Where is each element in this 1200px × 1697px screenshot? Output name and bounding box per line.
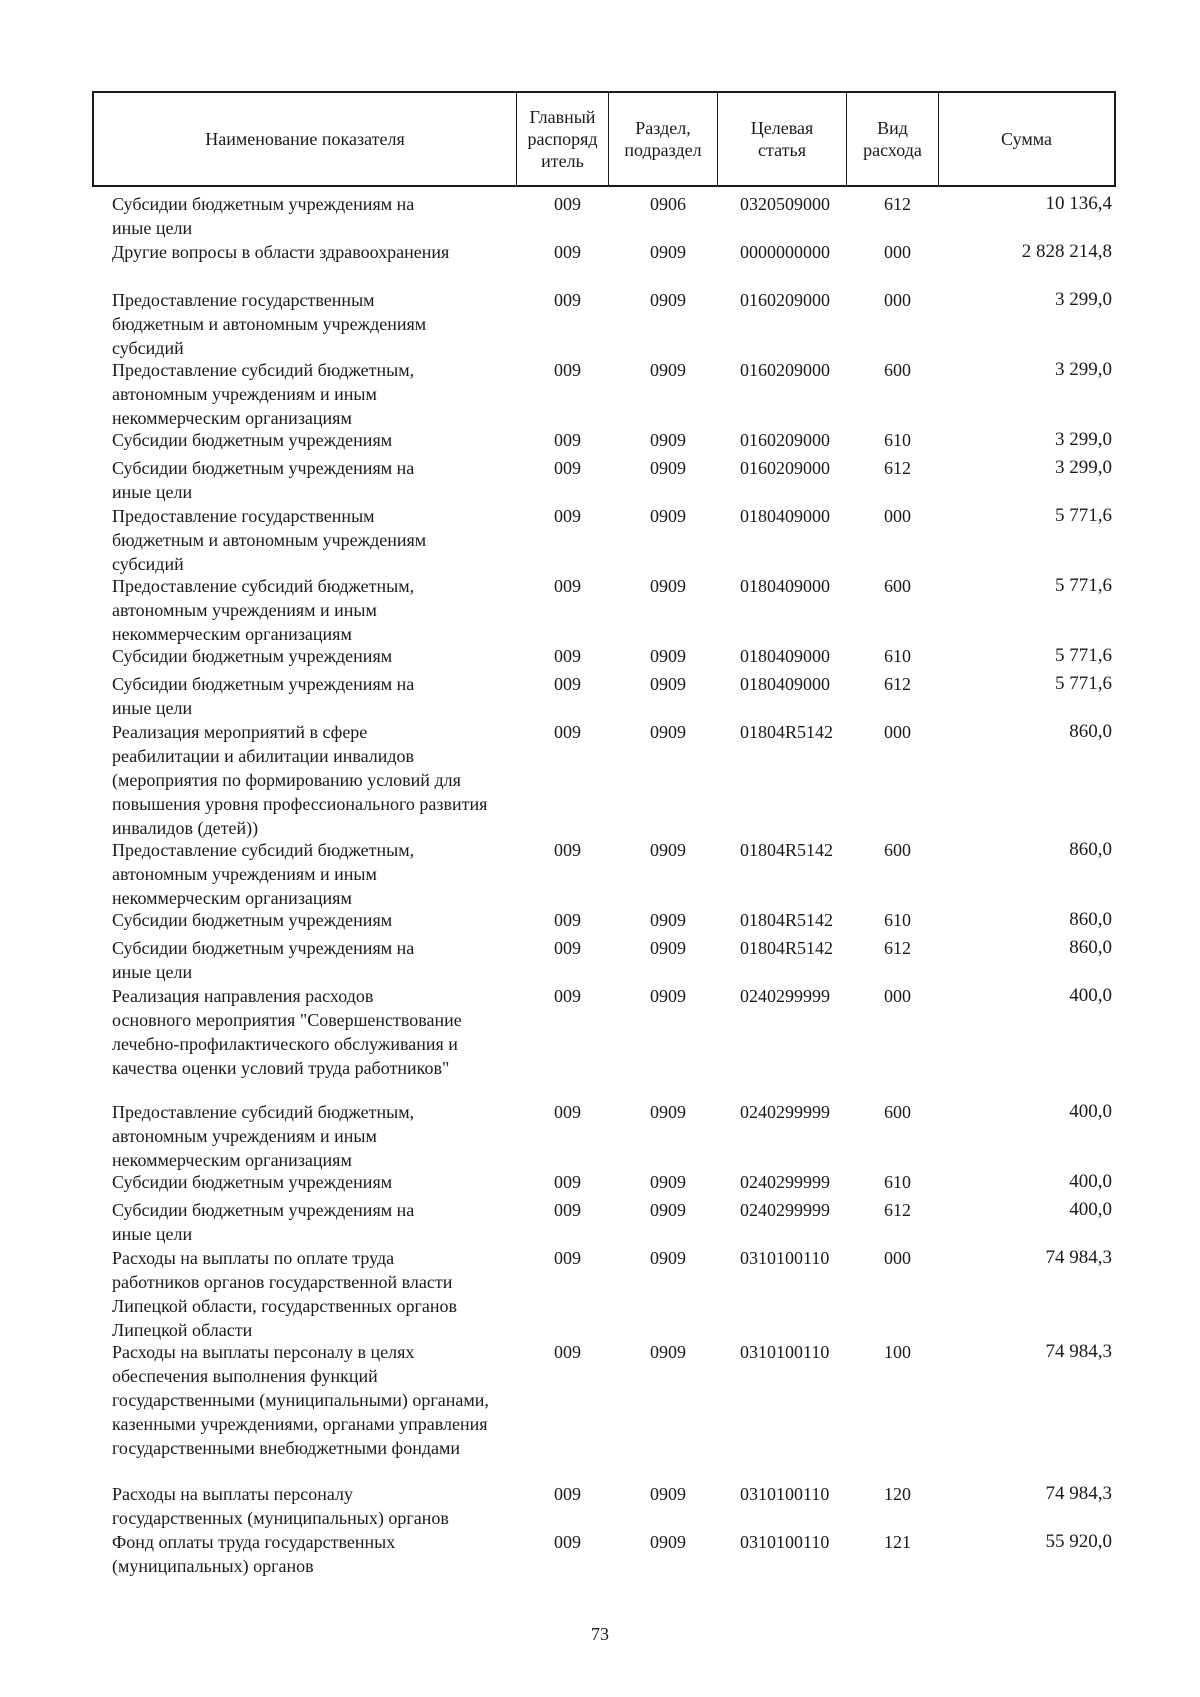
row-razdel: 0909 bbox=[650, 242, 686, 262]
row-glavny-rasporyaditel: 009 bbox=[554, 194, 581, 214]
row-summa: 74 984,3 bbox=[1045, 1247, 1112, 1268]
row-summa: 2 828 214,8 bbox=[1021, 241, 1112, 262]
row-name: Расходы на выплаты по оплате труда работников органов государственной власти Липецкой области, государственных органов Липецкой области bbox=[112, 1248, 457, 1340]
row-vid-rashoda: 600 bbox=[884, 1102, 911, 1122]
row-glavny-rasporyaditel: 009 bbox=[554, 1200, 581, 1220]
row-name: Предоставление субсидий бюджетным, автономным учреждениям и иным некоммерческим организациям bbox=[112, 840, 415, 908]
row-summa: 74 984,3 bbox=[1045, 1341, 1112, 1362]
row-celevaya-statya: 0000000000 bbox=[740, 242, 830, 262]
row-name: Субсидии бюджетным учреждениям bbox=[112, 910, 393, 930]
header-name: Наименование показателя bbox=[205, 129, 405, 149]
header-summa: Сумма bbox=[938, 93, 1114, 185]
row-summa: 5 771,6 bbox=[1055, 575, 1112, 596]
row-razdel: 0909 bbox=[650, 1532, 686, 1552]
row-vid-rashoda: 610 bbox=[884, 1172, 911, 1192]
row-summa: 3 299,0 bbox=[1055, 457, 1112, 478]
row-razdel: 0909 bbox=[650, 1200, 686, 1220]
row-razdel: 0909 bbox=[650, 1342, 686, 1362]
row-vid-rashoda: 000 bbox=[884, 986, 911, 1006]
row-summa: 860,0 bbox=[1069, 909, 1112, 930]
row-glavny-rasporyaditel: 009 bbox=[554, 290, 581, 310]
row-name: Фонд оплаты труда государственных (муниципальных) органов bbox=[112, 1532, 396, 1576]
row-vid-rashoda: 600 bbox=[884, 840, 911, 860]
row-vid-rashoda: 610 bbox=[884, 430, 911, 450]
row-celevaya-statya: 01804R5142 bbox=[740, 722, 834, 742]
row-razdel: 0909 bbox=[650, 430, 686, 450]
row-name: Субсидии бюджетным учреждениям bbox=[112, 430, 393, 450]
row-razdel: 0909 bbox=[650, 1172, 686, 1192]
row-celevaya-statya: 0160209000 bbox=[740, 458, 830, 478]
row-vid-rashoda: 000 bbox=[884, 290, 911, 310]
row-summa: 5 771,6 bbox=[1055, 505, 1112, 526]
row-vid-rashoda: 120 bbox=[884, 1484, 911, 1504]
row-name: Предоставление государственным бюджетным и автономным учреждениям субсидий bbox=[112, 290, 427, 358]
row-celevaya-statya: 0240299999 bbox=[740, 986, 830, 1006]
row-celevaya-statya: 0180409000 bbox=[740, 646, 830, 666]
row-vid-rashoda: 612 bbox=[884, 1200, 911, 1220]
row-celevaya-statya: 0160209000 bbox=[740, 290, 830, 310]
row-razdel: 0909 bbox=[650, 506, 686, 526]
row-vid-rashoda: 000 bbox=[884, 242, 911, 262]
row-celevaya-statya: 0310100110 bbox=[740, 1248, 830, 1268]
header-vid-rashoda: Вид расхода bbox=[846, 93, 938, 185]
row-celevaya-statya: 0310100110 bbox=[740, 1342, 830, 1362]
row-vid-rashoda: 000 bbox=[884, 722, 911, 742]
row-summa: 5 771,6 bbox=[1055, 673, 1112, 694]
row-summa: 55 920,0 bbox=[1045, 1531, 1112, 1552]
row-glavny-rasporyaditel: 009 bbox=[554, 646, 581, 666]
row-razdel: 0909 bbox=[650, 1102, 686, 1122]
row-glavny-rasporyaditel: 009 bbox=[554, 1342, 581, 1362]
row-summa: 3 299,0 bbox=[1055, 359, 1112, 380]
row-summa: 74 984,3 bbox=[1045, 1483, 1112, 1504]
row-summa: 400,0 bbox=[1069, 985, 1112, 1006]
row-glavny-rasporyaditel: 009 bbox=[554, 1532, 581, 1552]
row-razdel: 0909 bbox=[650, 646, 686, 666]
row-name: Субсидии бюджетным учреждениям на иные цели bbox=[112, 674, 415, 718]
row-vid-rashoda: 610 bbox=[884, 910, 911, 930]
row-vid-rashoda: 612 bbox=[884, 194, 911, 214]
row-vid-rashoda: 600 bbox=[884, 576, 911, 596]
row-summa: 3 299,0 bbox=[1055, 289, 1112, 310]
row-name: Субсидии бюджетным учреждениям на иные цели bbox=[112, 1200, 415, 1244]
row-glavny-rasporyaditel: 009 bbox=[554, 910, 581, 930]
row-celevaya-statya: 0310100110 bbox=[740, 1484, 830, 1504]
row-glavny-rasporyaditel: 009 bbox=[554, 1172, 581, 1192]
row-celevaya-statya: 0240299999 bbox=[740, 1172, 830, 1192]
row-razdel: 0909 bbox=[650, 290, 686, 310]
row-glavny-rasporyaditel: 009 bbox=[554, 1484, 581, 1504]
row-glavny-rasporyaditel: 009 bbox=[554, 938, 581, 958]
row-vid-rashoda: 121 bbox=[884, 1532, 911, 1552]
row-razdel: 0909 bbox=[650, 910, 686, 930]
row-name: Субсидии бюджетным учреждениям на иные цели bbox=[112, 458, 415, 502]
row-razdel: 0909 bbox=[650, 458, 686, 478]
row-summa: 860,0 bbox=[1069, 839, 1112, 860]
row-vid-rashoda: 000 bbox=[884, 506, 911, 526]
row-summa: 10 136,4 bbox=[1045, 193, 1112, 214]
row-summa: 400,0 bbox=[1069, 1101, 1112, 1122]
row-celevaya-statya: 0180409000 bbox=[740, 576, 830, 596]
row-summa: 3 299,0 bbox=[1055, 429, 1112, 450]
row-razdel: 0909 bbox=[650, 360, 686, 380]
row-celevaya-statya: 01804R5142 bbox=[740, 938, 834, 958]
row-razdel: 0909 bbox=[650, 576, 686, 596]
row-vid-rashoda: 100 bbox=[884, 1342, 911, 1362]
page-number: 73 bbox=[591, 1624, 609, 1644]
header-celevaya-statya: Целевая статья bbox=[717, 93, 846, 185]
row-vid-rashoda: 600 bbox=[884, 360, 911, 380]
row-name: Субсидии бюджетным учреждениям на иные цели bbox=[112, 194, 415, 238]
row-glavny-rasporyaditel: 009 bbox=[554, 674, 581, 694]
row-celevaya-statya: 0240299999 bbox=[740, 1200, 830, 1220]
row-glavny-rasporyaditel: 009 bbox=[554, 1248, 581, 1268]
row-summa: 5 771,6 bbox=[1055, 645, 1112, 666]
row-name: Реализация направления расходов основного мероприятия "Совершенствование лечебно-профилактического обслуживания и качества оценки условий труда работников" bbox=[112, 986, 462, 1078]
row-vid-rashoda: 612 bbox=[884, 938, 911, 958]
header-glavny-rasporyaditel: Главный распоряд итель bbox=[516, 93, 608, 185]
row-name: Другие вопросы в области здравоохранения bbox=[112, 242, 450, 262]
table-header bbox=[92, 91, 1116, 187]
row-vid-rashoda: 612 bbox=[884, 674, 911, 694]
row-summa: 860,0 bbox=[1069, 721, 1112, 742]
row-celevaya-statya: 0180409000 bbox=[740, 506, 830, 526]
row-name: Субсидии бюджетным учреждениям bbox=[112, 646, 393, 666]
row-glavny-rasporyaditel: 009 bbox=[554, 506, 581, 526]
row-glavny-rasporyaditel: 009 bbox=[554, 242, 581, 262]
row-glavny-rasporyaditel: 009 bbox=[554, 430, 581, 450]
row-name: Субсидии бюджетным учреждениям bbox=[112, 1172, 393, 1192]
row-glavny-rasporyaditel: 009 bbox=[554, 360, 581, 380]
row-glavny-rasporyaditel: 009 bbox=[554, 576, 581, 596]
row-celevaya-statya: 0180409000 bbox=[740, 674, 830, 694]
row-celevaya-statya: 0160209000 bbox=[740, 430, 830, 450]
row-glavny-rasporyaditel: 009 bbox=[554, 722, 581, 742]
row-celevaya-statya: 01804R5142 bbox=[740, 910, 834, 930]
row-glavny-rasporyaditel: 009 bbox=[554, 986, 581, 1006]
row-summa: 400,0 bbox=[1069, 1199, 1112, 1220]
row-razdel: 0906 bbox=[650, 194, 686, 214]
row-name: Расходы на выплаты персоналу в целях обеспечения выполнения функций государственными (муниципальными) органами, казенными учреждениями, органами управления государственными внебюджетными фондами bbox=[112, 1342, 489, 1458]
row-glavny-rasporyaditel: 009 bbox=[554, 840, 581, 860]
row-name: Предоставление субсидий бюджетным, автономным учреждениям и иным некоммерческим организациям bbox=[112, 1102, 415, 1170]
row-celevaya-statya: 0240299999 bbox=[740, 1102, 830, 1122]
row-razdel: 0909 bbox=[650, 1248, 686, 1268]
row-razdel: 0909 bbox=[650, 938, 686, 958]
row-summa: 860,0 bbox=[1069, 937, 1112, 958]
row-razdel: 0909 bbox=[650, 674, 686, 694]
row-razdel: 0909 bbox=[650, 722, 686, 742]
row-glavny-rasporyaditel: 009 bbox=[554, 458, 581, 478]
row-name: Расходы на выплаты персоналу государственных (муниципальных) органов bbox=[112, 1484, 449, 1528]
row-razdel: 0909 bbox=[650, 986, 686, 1006]
row-glavny-rasporyaditel: 009 bbox=[554, 1102, 581, 1122]
row-celevaya-statya: 01804R5142 bbox=[740, 840, 834, 860]
row-name: Реализация мероприятий в сфере реабилитации и абилитации инвалидов (мероприятия по формированию условий для повышения уровня профессионального развития инвалидов (детей)) bbox=[112, 722, 488, 838]
row-summa: 400,0 bbox=[1069, 1171, 1112, 1192]
row-vid-rashoda: 610 bbox=[884, 646, 911, 666]
row-vid-rashoda: 612 bbox=[884, 458, 911, 478]
row-celevaya-statya: 0310100110 bbox=[740, 1532, 830, 1552]
row-razdel: 0909 bbox=[650, 840, 686, 860]
header-razdel: Раздел, подраздел bbox=[608, 93, 717, 185]
row-name: Предоставление субсидий бюджетным, автономным учреждениям и иным некоммерческим организациям bbox=[112, 360, 415, 428]
row-name: Предоставление субсидий бюджетным, автономным учреждениям и иным некоммерческим организациям bbox=[112, 576, 415, 644]
row-razdel: 0909 bbox=[650, 1484, 686, 1504]
row-celevaya-statya: 0160209000 bbox=[740, 360, 830, 380]
row-name: Субсидии бюджетным учреждениям на иные цели bbox=[112, 938, 415, 982]
row-name: Предоставление государственным бюджетным и автономным учреждениям субсидий bbox=[112, 506, 427, 574]
row-vid-rashoda: 000 bbox=[884, 1248, 911, 1268]
row-celevaya-statya: 0320509000 bbox=[740, 194, 830, 214]
